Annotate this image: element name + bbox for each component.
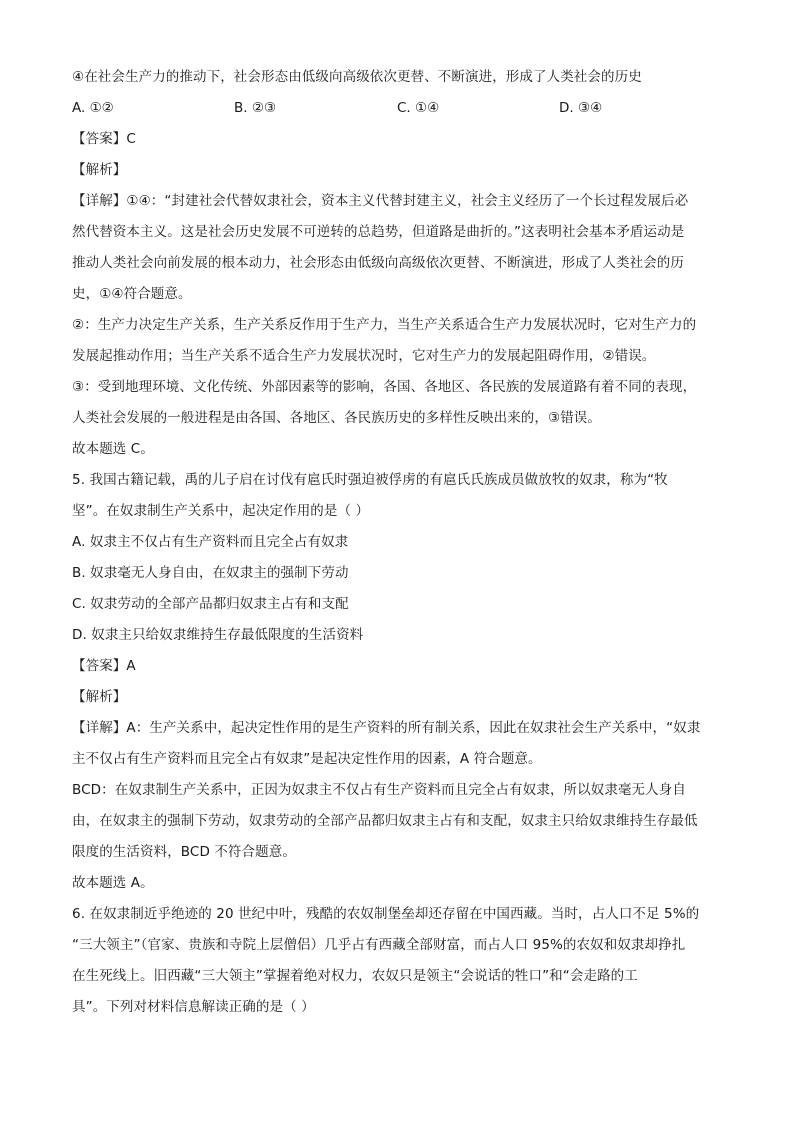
q4-conclusion: 故本题选 C。 bbox=[72, 441, 154, 457]
q4-item-4: ④在社会生产力的推动下，社会形态由低级向高级依次更替、不断演进，形成了人类社会的历史 bbox=[72, 69, 642, 85]
q4-detail-line: ③：受到地理环境、文化传统、外部因素等的影响，各国、各地区、各民族的发展道路有着不同的表现， bbox=[72, 379, 697, 395]
q4-detail-line: 史，①④符合题意。 bbox=[72, 286, 192, 302]
q6-stem-line: 具”。下列对材料信息解读正确的是（ ） bbox=[72, 999, 315, 1015]
q5-detail-line: BCD：在奴隶制生产关系中，正因为奴隶主不仅占有生产资料而且完全占有奴隶，所以奴隶毫无人身自 bbox=[72, 782, 686, 798]
q5-analysis-label: 【解析】 bbox=[72, 689, 127, 705]
q5-option-b: B. 奴隶毫无人身自由，在奴隶主的强制下劳动 bbox=[72, 565, 349, 581]
q5-stem-line: 5. 我国古籍记载，禹的儿子启在讨伐有扈氏时强迫被俘虏的有扈氏氏族成员做放牧的奴隶，称为“牧 bbox=[72, 472, 668, 488]
q5-option-a: A. 奴隶主不仅占有生产资料而且完全占有奴隶 bbox=[72, 534, 349, 550]
q5-option-c: C. 奴隶劳动的全部产品都归奴隶主占有和支配 bbox=[72, 596, 349, 612]
q5-detail-line: 限度的生活资料，BCD 不符合题意。 bbox=[72, 844, 296, 860]
q5-detail-line: 由，在奴隶主的强制下劳动，奴隶劳动的全部产品都归奴隶主占有和支配，奴隶主只给奴隶维持生存最低 bbox=[72, 813, 698, 829]
q6-stem-line: 6. 在奴隶制近乎绝迹的 20 世纪中叶，残酷的农奴制堡垒却还存留在中国西藏。当时，占人口不足 5%的 bbox=[72, 906, 700, 922]
q4-options bbox=[72, 93, 732, 124]
q4-analysis-label: 【解析】 bbox=[72, 162, 127, 178]
q5-option-d: D. 奴隶主只给奴隶维持生存最低限度的生活资料 bbox=[72, 627, 364, 643]
q6-stem-line: 在生死线上。旧西藏“三大领主”掌握着绝对权力，农奴只是领主“会说话的牲口”和“会走路的工 bbox=[72, 968, 638, 984]
q4-detail-line: 推动人类社会向前发展的根本动力，社会形态由低级向高级依次更替、不断演进，形成了人类社会的历 bbox=[72, 255, 684, 271]
q4-option-b: B. ②③ bbox=[234, 100, 277, 116]
q5-detail-line: 主不仅占有生产资料而且完全占有奴隶”是起决定性作用的因素，A 符合题意。 bbox=[72, 751, 542, 767]
q5-detail-line: 【详解】A：生产关系中，起决定性作用的是生产资料的所有制关系，因此在奴隶社会生产关系中，“奴隶 bbox=[72, 720, 701, 736]
q6-stem-line: “三大领主”（官家、贵族和寺院上层僧侣）几乎占有西藏全部财富，而占人口 95%的农奴和奴隶却挣扎 bbox=[72, 937, 686, 953]
q4-detail-line: 【详解】①④：“封建社会代替奴隶社会，资本主义代替封建主义，社会主义经历了一个长过程发展后必 bbox=[72, 193, 689, 209]
q4-detail-line: ②：生产力决定生产关系，生产关系反作用于生产力，当生产关系适合生产力发展状况时，它对生产力的 bbox=[72, 317, 697, 333]
document-page bbox=[72, 62, 732, 1023]
q4-option-a: A. ①② bbox=[72, 100, 114, 116]
q4-option-d: D. ③④ bbox=[559, 100, 603, 116]
q4-detail-line: 人类社会发展的一般进程是由各国、各地区、各民族历史的多样性反映出来的，③错误。 bbox=[72, 410, 602, 426]
q4-answer: 【答案】C bbox=[72, 131, 136, 147]
q5-answer: 【答案】A bbox=[72, 658, 136, 674]
q4-detail-line: 然代替资本主义。这是社会历史发展不可逆转的总趋势，但道路是曲折的。”这表明社会基本矛盾运动是 bbox=[72, 224, 685, 240]
q5-stem-line: 坚”。在奴隶制生产关系中，起决定作用的是（ ） bbox=[72, 503, 370, 519]
q4-option-c: C. ①④ bbox=[397, 100, 440, 116]
q4-detail-line: 发展起推动作用；当生产关系不适合生产力发展状况时，它对生产力的发展起阻碍作用，②错误。 bbox=[72, 348, 656, 364]
q5-conclusion: 故本题选 A。 bbox=[72, 875, 154, 891]
